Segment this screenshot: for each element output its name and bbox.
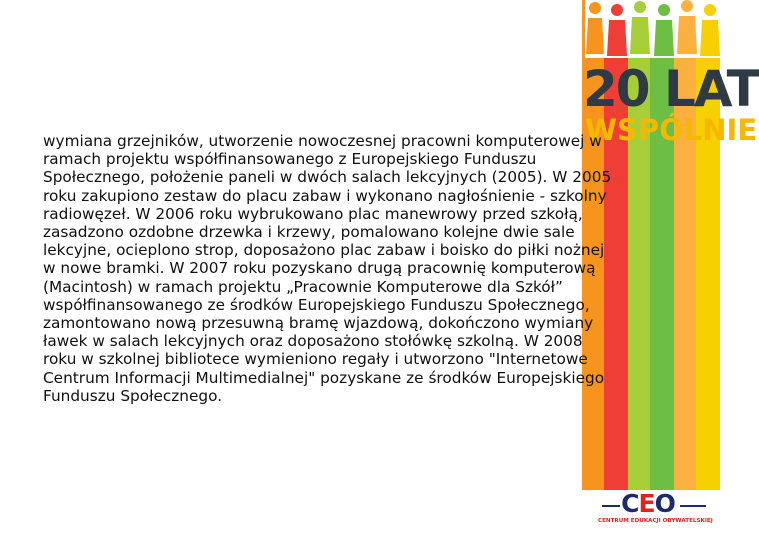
text-line: zamontowano nową przesuwną bramę wjazdową, dokończono wymiany	[43, 314, 594, 333]
text-line: zasadzono ozdobne drzewka i krzewy, pomalowano kolejne dwie sale	[43, 223, 575, 242]
text-line: radiowęzeł. W 2006 roku wybrukowano plac manewrowy przed szkołą,	[43, 204, 583, 223]
text-line: współfinansowanego ze środków Europejskiego Funduszu Społecznego,	[43, 295, 590, 314]
ceo-logo-o: O	[654, 489, 675, 518]
text-line: ramach projektu współfinansowanego z Europejskiego Funduszu	[43, 150, 537, 169]
text-line: (Macintosh) w ramach projektu „Pracownie Komputerowe dla Szkół”	[43, 277, 563, 296]
body-text	[43, 132, 645, 405]
ceo-logo-e: E	[638, 489, 655, 518]
text-line: Centrum Informacji Multimedialnej" pozyskane ze środków Europejskiego	[43, 368, 605, 387]
logo-20-lat: 20 LAT	[583, 60, 759, 118]
text-line: Funduszu Społecznego.	[43, 386, 223, 405]
text-line: ławek w salach lekcyjnych oraz doposażono stołówkę szkolną. W 2008	[43, 332, 583, 351]
text-line: w nowe bramki. W 2007 roku pozyskano drugą pracownię komputerową	[43, 259, 596, 278]
people-figures-logo-icon	[585, 0, 720, 58]
logo-wspolnie: WSPÓLNIE	[585, 113, 758, 147]
ceo-subtitle: CENTRUM EDUKACJI OBYWATELSKIEJ	[598, 518, 713, 524]
footer-divider-right	[680, 505, 706, 507]
text-line: wymiana grzejników, utworzenie nowoczesnej pracowni komputerowej w	[43, 132, 602, 150]
text-line: roku w szkolnej bibliotece wymieniono regały i utworzono "Internetowe	[43, 350, 588, 369]
text-line: Społecznego, położenie paneli w dwóch salach lekcyjnych (2005). W 2005	[43, 168, 612, 187]
text-line: lekcyjne, ocieplono strop, doposażono plac zabaw i boisko do piłki nożnej	[43, 241, 605, 260]
ceo-logo-c: C	[621, 489, 639, 518]
ceo-logo	[618, 489, 678, 519]
text-line: roku zakupiono zestaw do placu zabaw i wykonano nagłośnienie - szkolny	[43, 186, 607, 205]
